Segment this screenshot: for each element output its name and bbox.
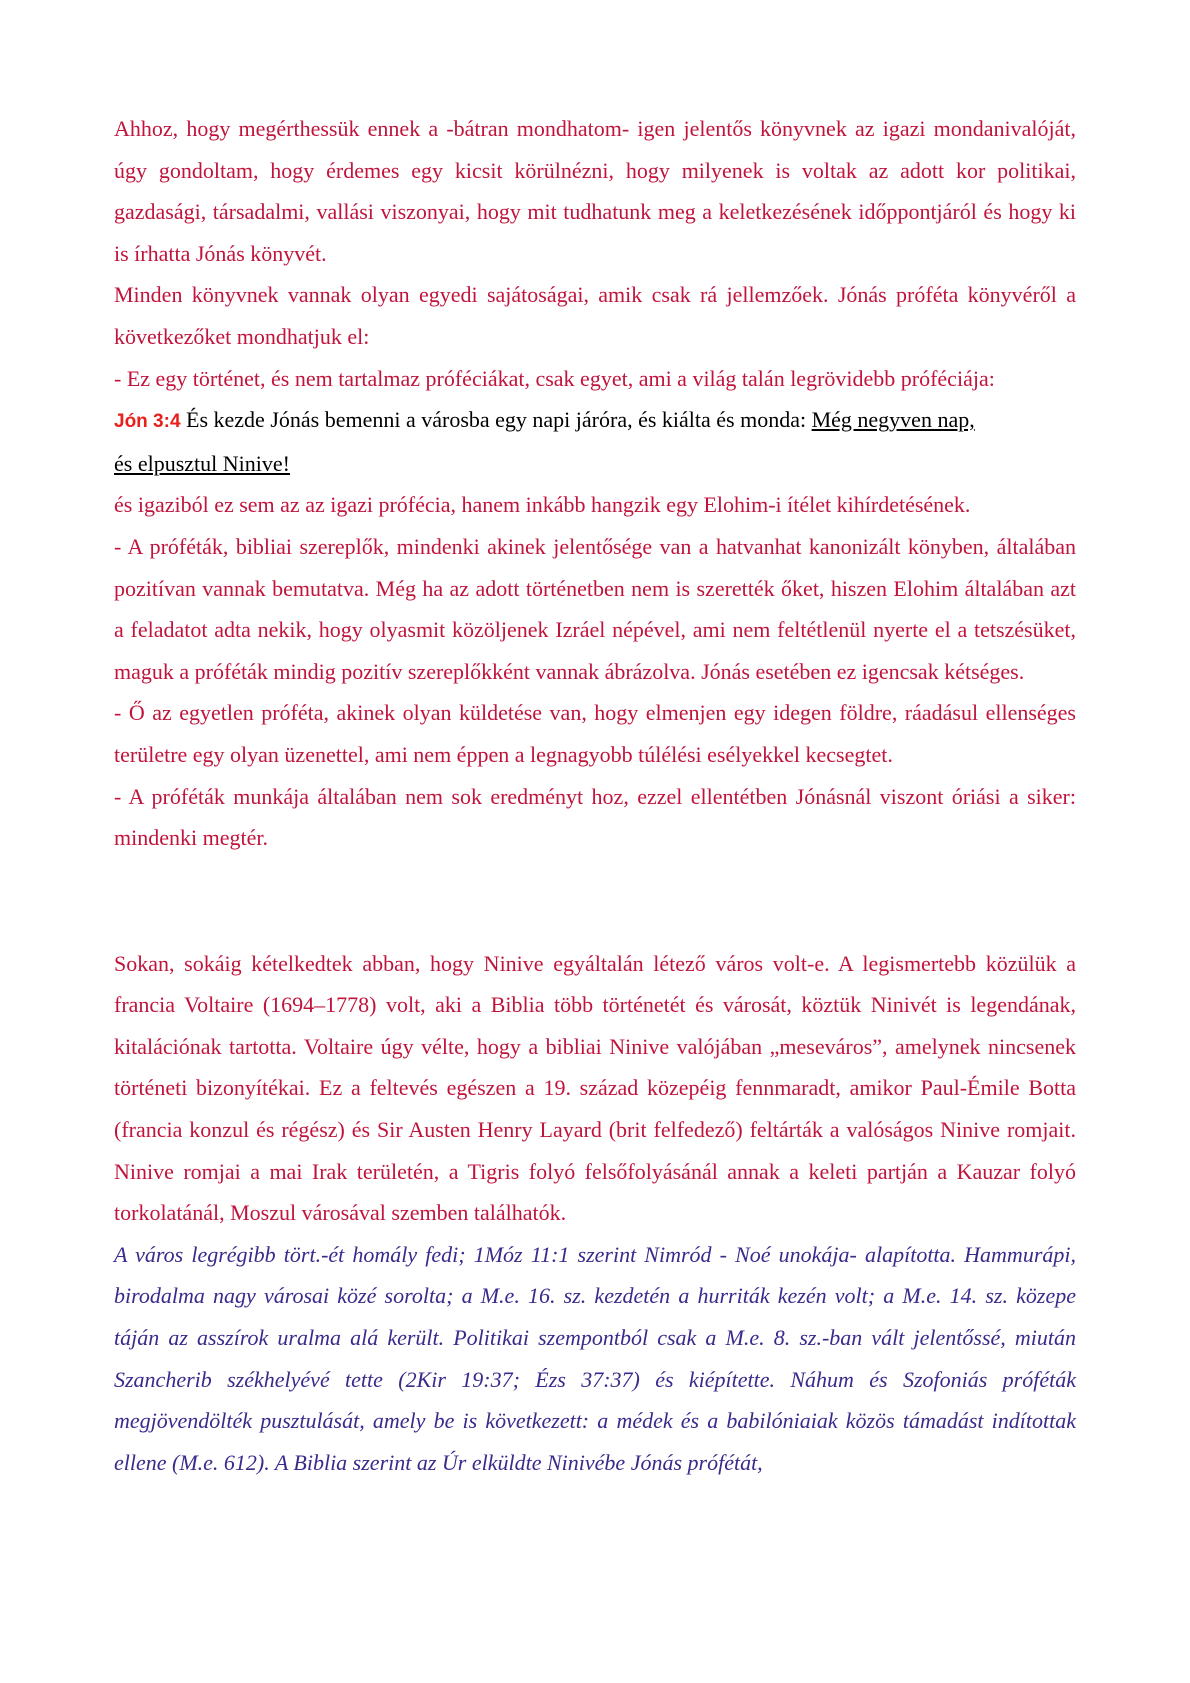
bullet-prophecy: - Ez egy történet, és nem tartalmaz próféciákat, csak egyet, ami a világ talán legrövidebb próféciája: xyxy=(114,365,995,391)
ninive-quote-paragraph: A város legrégibb tört.-ét homály fedi; 1Móz 11:1 szerint Nimród - Noé unokája- alapította. Hammurápi, birodalma nagy városai közé sorolta; a M.e. 16. sz. kezdetén a hurriták kezén volt; a M.e. 14. sz. közepe táján az asszírok uralma alá került. Politikai szempontból csak a M.e. 8. sz.-ban vált jelentőssé, miután Szancherib székhelyévé tette (2Kir 19:37; Ézs 37:37) és kiépítette. Náhum és Szofoniás próféták megjövendölték pusztulását, amely be is következett: a médek és a babilóniaiak közös támadást indítottak ellene (M.e. 612). A Biblia szerint az Úr elküldte Ninivébe Jónás prófétát, xyxy=(114,1241,1076,1475)
section-spacer xyxy=(114,859,1076,943)
intro-paragraph: Ahhoz, hogy megérthessük ennek a -bátran mondhatom- igen jelentős könyvnek az igazi mondanivalóját, úgy gondoltam, hogy érdemes egy kicsit körülnézni, hogy milyenek is voltak az adott kor politikai, gazdasági, társadalmi, vallási viszonyai, hogy mit tudhatunk meg a keletkezésének időppontjáról és hogy ki is írhatta Jónás könyvét. xyxy=(114,116,1076,266)
verse-quote-line1: Még negyven nap, xyxy=(811,407,975,433)
characteristics-paragraph: Minden könyvnek vannak olyan egyedi sajátoságai, amik csak rá jellemzőek. Jónás próféta könyvéről a következőket mondhatjuk el: xyxy=(114,282,1076,349)
verse-reference: Jón 3:4 xyxy=(114,411,181,433)
bullet-success: - A próféták munkája általában nem sok eredményt hoz, ezzel ellentétben Jónásnál viszont óriási a siker: mindenki megtér. xyxy=(114,783,1076,851)
verse-quote-line2: és elpusztul Ninive! xyxy=(114,450,290,476)
verse-text: És kezde Jónás bemenni a városba egy napi járóra, és kiálta és monda: xyxy=(180,407,812,433)
bullet-prophets-positive: - A próféták, bibliai szereplők, mindenki akinek jelentősége van a hatvanhat kanonizált könyben, általában pozitívan vannak bemutatva. Még ha az adott történetben nem is szerették őket, hiszen Elohim általában azt a feladatot adta nekik, hogy olyasmit közöljenek Izráel népével, ami nem feltétlenül nyerte el a tetszésüket, maguk a próféták mindig pozitív szereplőkként vannak ábrázolva. Jónás esetében ez igencsak kétséges. xyxy=(114,533,1076,684)
document-body xyxy=(114,108,1076,1483)
verse-commentary: és igaziból ez sem az az igazi prófécia, hanem inkább hangzik egy Elohim-i ítélet kihírdetésének. xyxy=(114,492,971,518)
bible-verse xyxy=(114,399,1076,484)
bullet-foreign-mission: - Ő az egyetlen próféta, akinek olyan küldetése van, hogy elmenjen egy idegen földre, ráadásul ellenséges területre egy olyan üzenettel, ami nem éppen a legnagyobb túlélési esélyekkel kecsegtet. xyxy=(114,700,1076,767)
ninive-history-paragraph: Sokan, sokáig kételkedtek abban, hogy Ninive egyáltalán létező város volt-e. A legismertebb közülük a francia Voltaire (1694–1778) volt, aki a Biblia több történetét és városát, köztük Ninivét is legendának, kitalációnak tartotta. Voltaire úgy vélte, hogy a bibliai Ninive valójában „meseváros”, amelynek nincsenek történeti bizonyítékai. Ez a feltevés egészen a 19. század közepéig fennmaradt, amikor Paul-Émile Botta (francia konzul és régész) és Sir Austen Henry Layard (brit felfedező) feltárták a valóságos Ninive romjait. Ninive romjai a mai Irak területén, a Tigris folyó felsőfolyásánál annak a keleti partján a Kauzar folyó torkolatánál, Moszul városával szemben találhatók. xyxy=(114,950,1076,1226)
